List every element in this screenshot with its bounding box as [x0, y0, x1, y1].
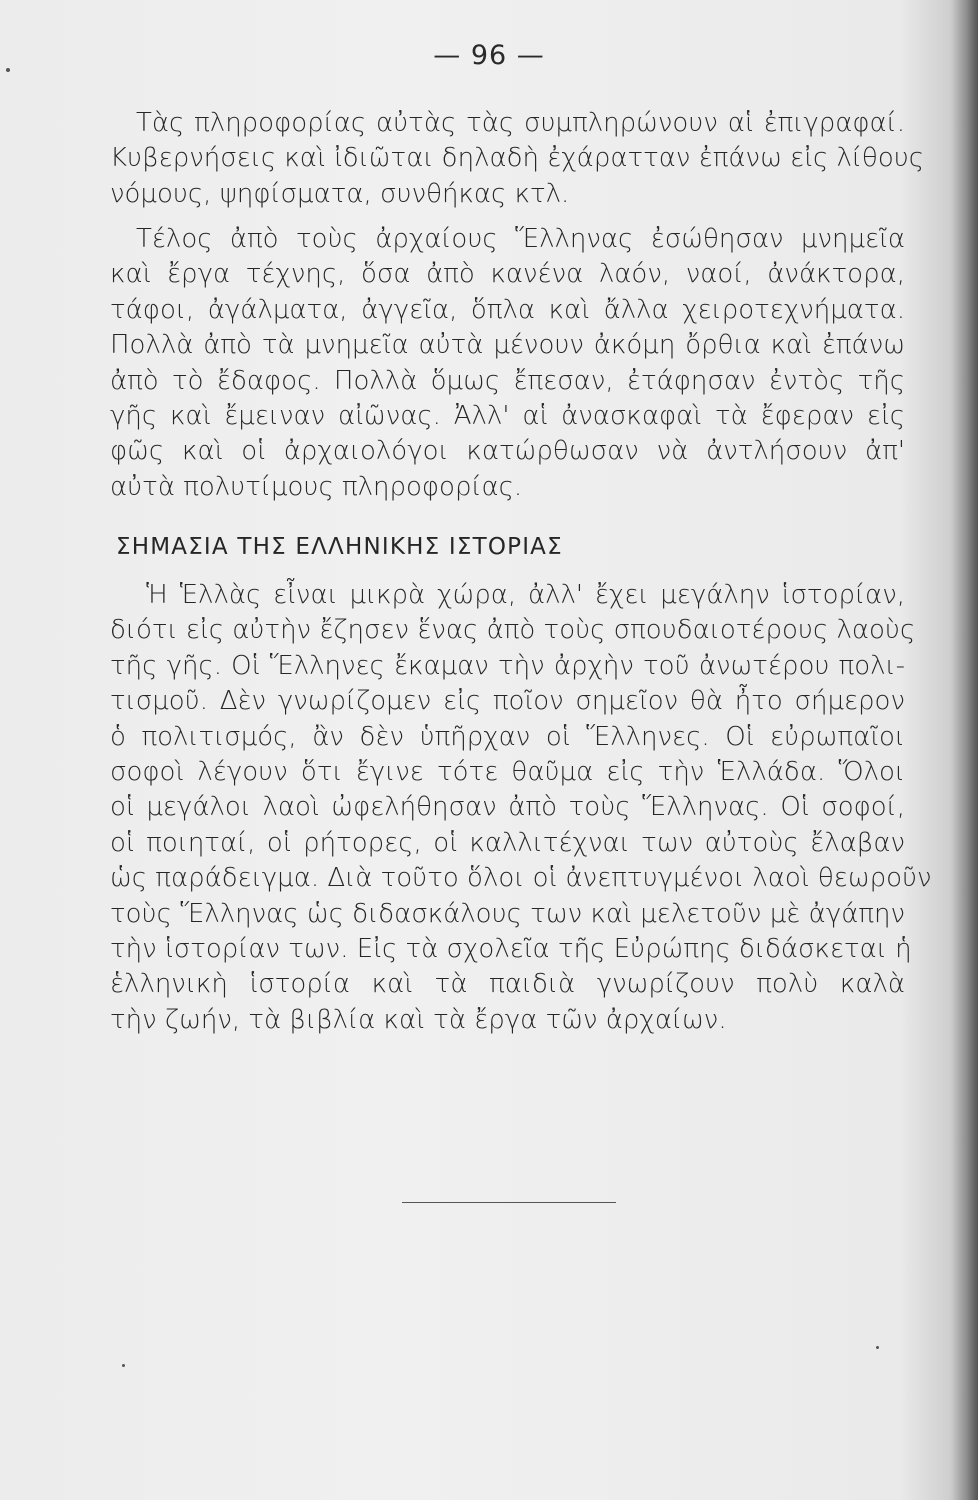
text-line: οἱ μεγάλοι λαοὶ ὠφελήθησαν ἀπὸ τοὺς Ἕλληνας. Οἱ σοφοί,: [110, 792, 905, 823]
text-line: νόμους, ψηφίσματα, συνθήκας κτλ.: [110, 178, 570, 209]
paper-speck: [6, 68, 10, 72]
text-line: ἑλληνικὴ ἱστορία καὶ τὰ παιδιὰ γνωρίζουν πολὺ καλὰ: [110, 969, 905, 1000]
text-line: Τὰς πληροφορίας αὐτὰς τὰς συμπληρώνουν αἱ ἐπιγραφαί.: [136, 108, 905, 138]
paragraph-information-sources: [110, 106, 925, 212]
section-heading: ΣΗΜΑΣΙΑ ΤΗΣ ΕΛΛΗΝΙΚΗΣ ΙΣΤΟΡΙΑΣ: [116, 534, 563, 560]
text-line: ἀπὸ τὸ ἔδαφος. Πολλὰ ὅμως ἔπεσαν, ἐτάφησαν ἐντὸς τῆς: [110, 365, 905, 396]
text-line: οἱ ποιηταί, οἱ ρήτορες, οἱ καλλιτέχναι των αὐτοὺς ἔλαβαν: [110, 827, 905, 858]
text-line: γῆς καὶ ἔμειναν αἰῶνας. Ἀλλ' αἱ ἀνασκαφαὶ τὰ ἔφεραν εἰς: [110, 400, 905, 431]
text-line: τῆς γῆς. Οἱ Ἕλληνες ἔκαμαν τὴν ἀρχὴν τοῦ ἀνωτέρου πολι-: [110, 650, 905, 681]
text-line: τοὺς Ἕλληνας ὡς διδασκάλους των καὶ μελετοῦν μὲ ἀγάπην: [110, 898, 905, 929]
text-line: Ἡ Ἑλλὰς εἶναι μικρὰ χώρα, ἀλλ' ἔχει μεγάλην ἱστορίαν,: [146, 580, 905, 610]
text-line: φῶς καὶ οἱ ἀρχαιολόγοι κατώρθωσαν νὰ ἀντλήσουν ἀπ': [110, 436, 905, 467]
text-line: αὐτὰ πολυτίμους πληροφορίας.: [110, 471, 523, 502]
paragraph-significance: [110, 578, 932, 1038]
text-line: Τέλος ἀπὸ τοὺς ἀρχαίους Ἕλληνας ἐσώθησαν μνημεῖα: [136, 224, 905, 254]
text-line: Πολλὰ ἀπὸ τὰ μνημεῖα αὐτὰ μένουν ἀκόμη ὄρθια καὶ ἐπάνω: [110, 330, 905, 361]
text-line: ὁ πολιτισμός, ἂν δὲν ὑπῆρχαν οἱ Ἕλληνες. Οἱ εὐρωπαῖοι: [110, 721, 905, 752]
page-number: — 96 —: [433, 40, 545, 71]
paragraph-monuments: [110, 222, 905, 505]
text-line: καὶ ἔργα τέχνης, ὅσα ἀπὸ κανένα λαόν, ναοί, ἀνάκτορα,: [110, 259, 905, 290]
text-line: τὴν ἱστορίαν των. Εἰς τὰ σχολεῖα τῆς Εὐρώπης διδάσκεται ἡ: [110, 933, 912, 964]
text-line: τάφοι, ἀγάλματα, ἀγγεῖα, ὅπλα καὶ ἄλλα χειροτεχνήματα.: [110, 294, 905, 325]
end-rule: [402, 1202, 616, 1203]
text-line: τισμοῦ. Δὲν γνωρίζομεν εἰς ποῖον σημεῖον θὰ ἦτο σήμερον: [110, 686, 905, 717]
text-line: τὴν ζωήν, τὰ βιβλία καὶ τὰ ἔργα τῶν ἀρχαίων.: [110, 1004, 727, 1035]
text-line: σοφοὶ λέγουν ὅτι ἔγινε τότε θαῦμα εἰς τὴν Ἑλλάδα. Ὅλοι: [110, 756, 905, 787]
text-line: διότι εἰς αὐτὴν ἔζησεν ἕνας ἀπὸ τοὺς σπουδαιοτέρους λαοὺς: [110, 615, 916, 646]
text-line: ὡς παράδειγμα. Διὰ τοῦτο ὅλοι οἱ ἀνεπτυγμένοι λαοὶ θεωροῦν: [110, 863, 932, 894]
text-line: Κυβερνήσεις καὶ ἰδιῶται δηλαδὴ ἐχάρατταν ἐπάνω εἰς λίθους: [110, 143, 925, 174]
paper-speck: [122, 1364, 125, 1367]
page-edge-shadow: [952, 0, 978, 1500]
paper-speck: [876, 1346, 879, 1349]
